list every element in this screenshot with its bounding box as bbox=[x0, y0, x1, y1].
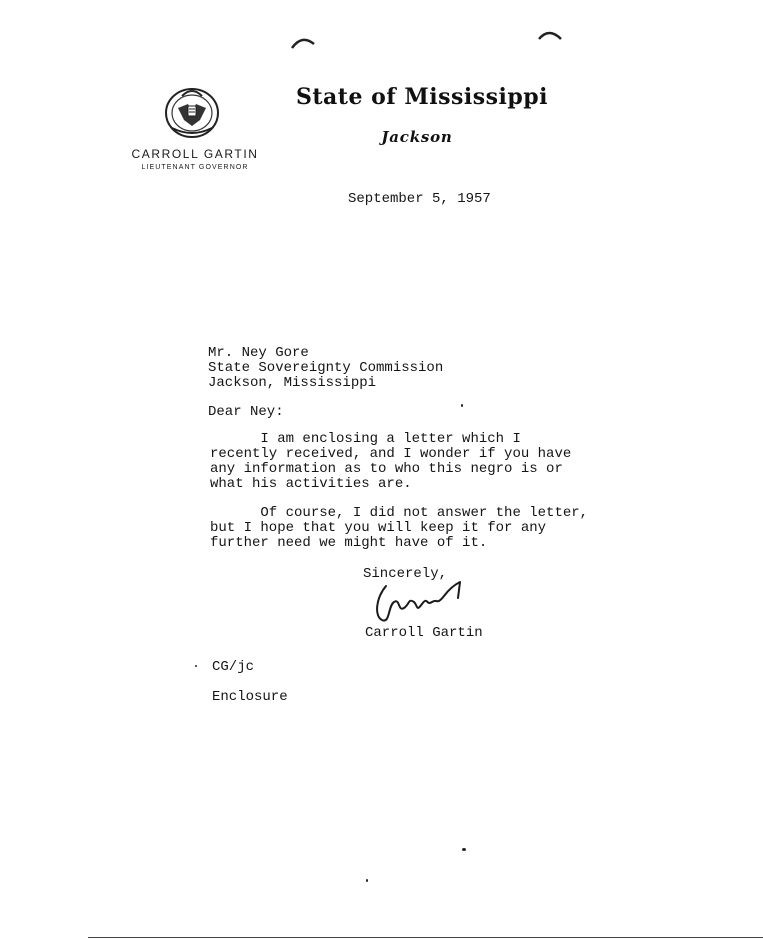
paragraph-line: Of course, I did not answer the letter, bbox=[210, 505, 589, 521]
salutation: Dear Ney: bbox=[208, 404, 284, 420]
letterhead-title: State of Mississippi bbox=[295, 84, 548, 110]
recipient-name: Mr. Ney Gore bbox=[208, 345, 309, 361]
letterhead-city: Jackson bbox=[381, 128, 453, 146]
paragraph-line: further need we might have of it. bbox=[210, 535, 488, 551]
recipient-block bbox=[208, 346, 443, 391]
page-bottom-edge bbox=[88, 937, 763, 938]
scan-speck bbox=[462, 848, 466, 851]
sender-name: CARROLL GARTIN bbox=[131, 147, 259, 161]
paragraph-line: but I hope that you will keep it for any bbox=[210, 520, 547, 536]
punch-mark-left-icon bbox=[290, 34, 316, 50]
sender-title: LIEUTENANT GOVERNOR bbox=[141, 164, 249, 171]
punch-mark-right-icon bbox=[537, 27, 563, 43]
scan-speck bbox=[461, 404, 463, 407]
scan-speck bbox=[366, 879, 368, 882]
state-seal-icon bbox=[160, 82, 224, 140]
enclosure-note: Enclosure bbox=[212, 689, 288, 705]
body-paragraph-1 bbox=[210, 432, 571, 492]
recipient-organization: State Sovereignty Commission bbox=[208, 360, 444, 376]
paragraph-line: any information as to who this negro is or bbox=[210, 461, 563, 477]
body-paragraph-2 bbox=[210, 506, 588, 551]
handwritten-signature bbox=[372, 576, 472, 632]
paragraph-line: I am enclosing a letter which I bbox=[210, 431, 521, 447]
paragraph-line: what his activities are. bbox=[210, 476, 412, 492]
recipient-address: Jackson, Mississippi bbox=[208, 375, 377, 391]
reference-initials: CG/jc bbox=[212, 659, 255, 675]
paragraph-line: recently received, and I wonder if you have bbox=[210, 446, 572, 462]
closing: Sincerely, bbox=[363, 566, 448, 582]
scan-speck bbox=[195, 665, 197, 667]
letter-date: September 5, 1957 bbox=[348, 191, 491, 207]
signer-name: Carroll Gartin bbox=[365, 625, 483, 641]
